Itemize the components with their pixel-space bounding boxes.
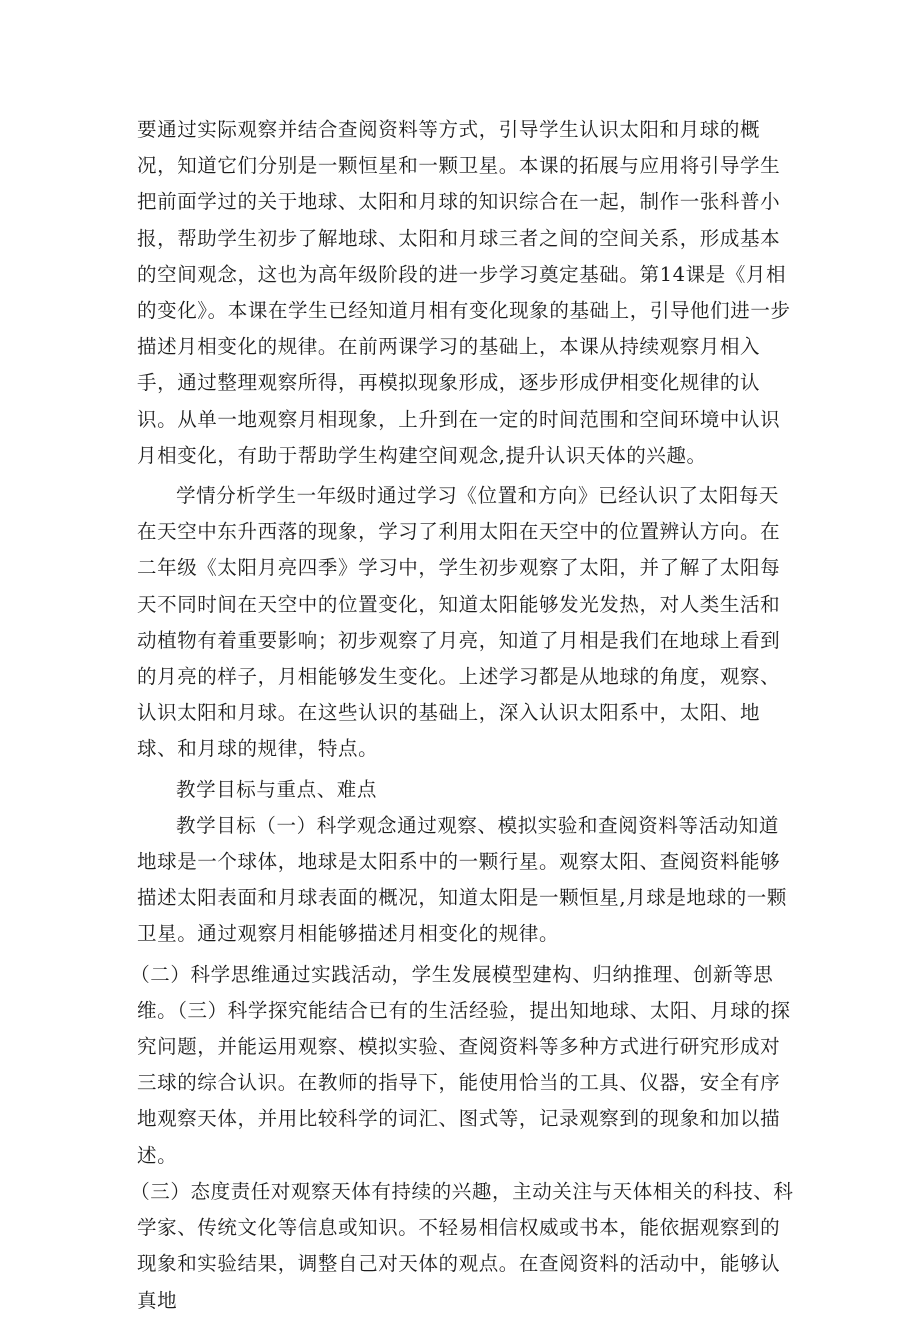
paragraph-objectives-1: 教学目标（一）科学观念通过观察、模拟实验和查阅资料等活动知道地球是一个球体，地球是太阳系中的一颗行星。观察太阳、查阅资料能够描述太阳表面和月球表面的概况，知道太阳是一颗恒星,月球是地球的一颗卫星。通过观察月相能够描述月相变化的规律。	[137, 813, 787, 946]
paragraph-objectives-2-3: （二）科学思维通过实践活动，学生发展模型建构、归纳推理、创新等思维。（三）科学探究能结合已有的生活经验，提出知地球、太阳、月球的探究问题，并能运用观察、模拟实验、查阅资料等多种方式进行研究形成对三球的综合认识。在教师的指导下，能使用恰当的工具、仪器，安全有序地观察天体，并用比较科学的词汇、图式等，记录观察到的现象和加以描述。	[130, 962, 791, 1167]
section-heading-objectives: 教学目标与重点、难点	[176, 777, 378, 801]
paragraph-intro-continued: 要通过实际观察并结合查阅资料等方式，引导学生认识太阳和月球的概况，知道它们分别是一颗恒星和一颗卫星。本课的拓展与应用将引导学生把前面学过的关于地球、太阳和月球的知识综合在一起，制作一张科普小报，帮助学生初步了解地球、太阳和月球三者之间的空间关系，形成基本的空间观念，这也为高年级阶段的进一步学习奠定基础。第14课是《月相的变化》。本课在学生已经知道月相有变化现象的基础上，引导他们进一步描述月相变化的规律。在前两课学习的基础上，本课从持续观察月相入手，通过整理观察所得，再模拟现象形成，逐步形成伊相变化规律的认识。从单一地观察月相现象，上升到在一定的时间范围和空间环境中认识月相变化，有助于帮助学生构建空间观念,提升认识天体的兴趣。	[137, 118, 791, 467]
document-body	[130, 112, 797, 1319]
paragraph-objectives-attitude: （三）态度责任对观察天体有持续的兴趣，主动关注与天体相关的科技、科学家、传统文化等信息或知识。不轻易相信权威或书本，能依据观察到的现象和实验结果，调整自己对天体的观点。在查阅资料的活动中，能够认真地	[130, 1179, 794, 1312]
paragraph-learner-analysis: 学情分析学生一年级时通过学习《位置和方向》已经认识了太阳每天在天空中东升西落的现象，学习了利用太阳在天空中的位置辨认方向。在二年级《太阳月亮四季》学习中，学生初步观察了太阳，并了解了太阳每天不同时间在天空中的位置变化，知道太阳能够发光发热，对人类生活和动植物有着重要影响；初步观察了月亮，知道了月相是我们在地球上看到的月亮的样子，月相能够发生变化。上述学习都是从地球的角度，观察、认识太阳和月球。在这些认识的基础上，深入认识太阳系中，太阳、地球、和月球的规律，特点。	[137, 484, 781, 761]
